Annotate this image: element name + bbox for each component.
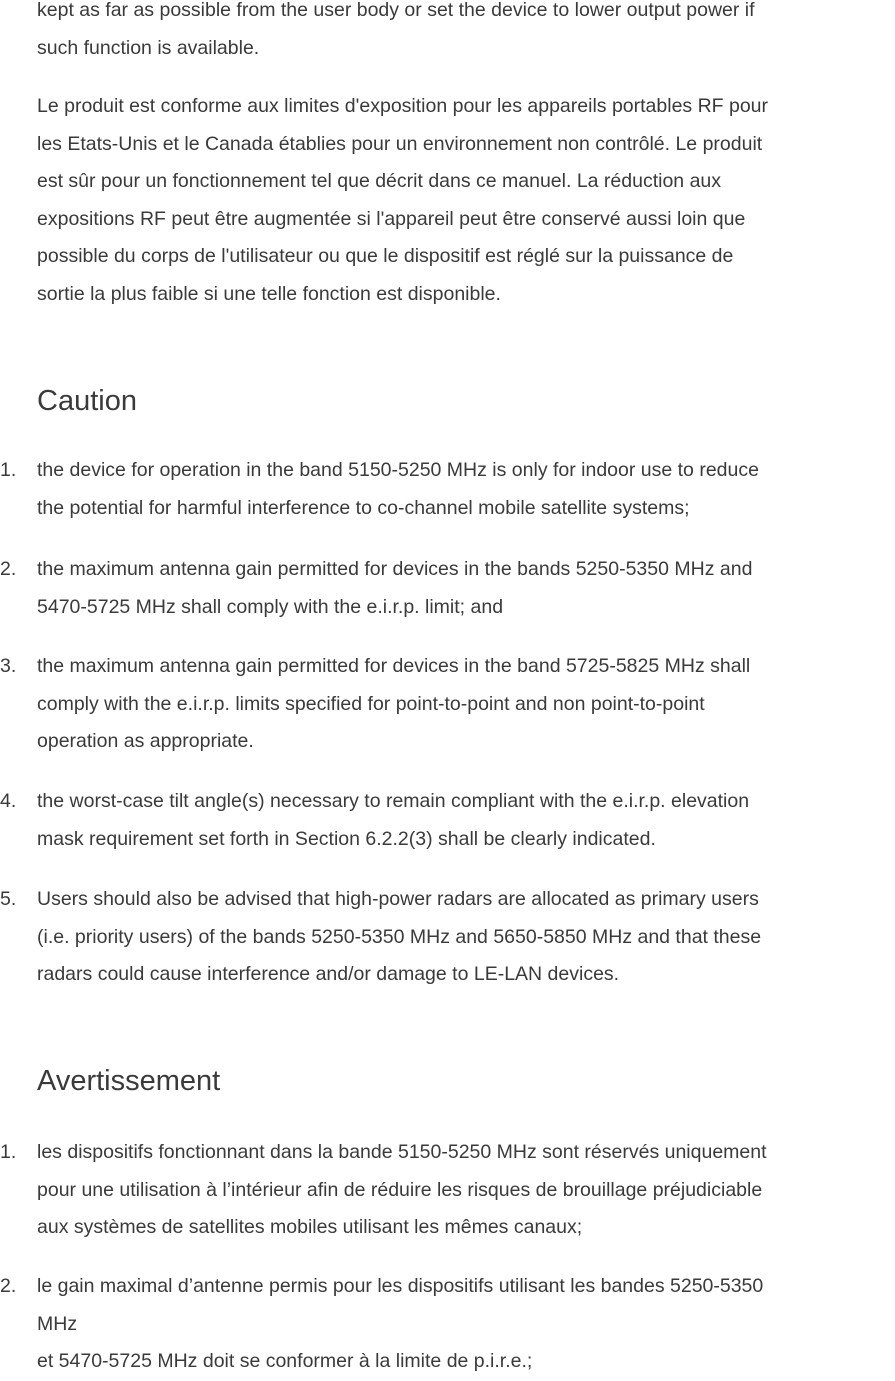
text-line: les dispositifs fonctionnant dans la bande 5150-5250 MHz sont réservés uniquement [37,1141,767,1163]
list-text [37,783,893,858]
text-line: mask requirement set forth in Section 6.2.2(3) shall be clearly indicated. [37,827,656,850]
list-text [37,881,893,994]
text-line: MHz [37,1312,78,1335]
text-line: (i.e. priority users) of the bands 5250-5350 MHz and 5650-5850 MHz and that these [37,925,762,948]
intro-paragraph-en [37,0,893,67]
list-number: 5. [0,888,17,910]
list-text [37,1268,893,1381]
text-line: the potential for harmful interference to co-channel mobile satellite systems; [37,496,690,519]
text-line: operation as appropriate. [37,730,254,752]
text-line: Users should also be advised that high-power radars are allocated as primary users [37,888,759,910]
text-line: such function is available. [37,36,260,59]
text-line: aux systèmes de satellites mobiles utilisant les mêmes canaux; [37,1216,583,1238]
text-line: the device for operation in the band 5150-5250 MHz is only for indoor use to reduce [37,459,759,481]
text-line: comply with the e.i.r.p. limits specified for point-to-point and non point-to-point [37,692,705,715]
list-number: 1. [0,459,17,481]
text-line: 5470-5725 MHz shall comply with the e.i.r.p. limit; and [37,595,504,618]
text-line: the maximum antenna gain permitted for devices in the bands 5250-5350 MHz and [37,558,753,580]
list-text [37,1134,893,1247]
text-line: sortie la plus faible si une telle fonction est disponible. [37,282,501,305]
list-number: 2. [0,558,17,580]
list-number: 1. [0,1141,17,1163]
list-text [37,648,893,761]
list-number: 2. [0,1275,17,1297]
intro-paragraph-fr [37,88,893,313]
text-line: pour une utilisation à l’intérieur afin de réduire les risques de brouillage préjudiciable [37,1178,763,1201]
text-line: les Etats-Unis et le Canada établies pour un environnement non contrôlé. Le produit [37,132,763,155]
text-line: kept as far as possible from the user body or set the device to lower output power if [37,0,755,21]
text-line: Le produit est conforme aux limites d'exposition pour les appareils portables RF pour [37,95,769,117]
text-line: radars could cause interference and/or damage to LE-LAN devices. [37,963,620,985]
text-line: expositions RF peut être augmentée si l'appareil peut être conservé aussi loin que [37,207,746,230]
list-text [37,452,893,527]
text-line: le gain maximal d’antenne permis pour les dispositifs utilisant les bandes 5250-5350 [37,1275,764,1297]
list-number: 4. [0,790,17,812]
list-text [37,551,893,626]
avertissement-heading: Avertissement [37,1065,221,1097]
caution-heading: Caution [37,385,137,417]
text-line: et 5470-5725 MHz doit se conformer à la limite de p.i.r.e.; [37,1350,533,1372]
text-line: the maximum antenna gain permitted for devices in the band 5725-5825 MHz shall [37,655,751,677]
text-line: the worst-case tilt angle(s) necessary to remain compliant with the e.i.r.p. elevation [37,790,750,812]
list-number: 3. [0,655,17,677]
text-line: possible du corps de l'utilisateur ou que le dispositif est réglé sur la puissance de [37,245,734,267]
text-line: est sûr pour un fonctionnement tel que décrit dans ce manuel. La réduction aux [37,170,722,192]
